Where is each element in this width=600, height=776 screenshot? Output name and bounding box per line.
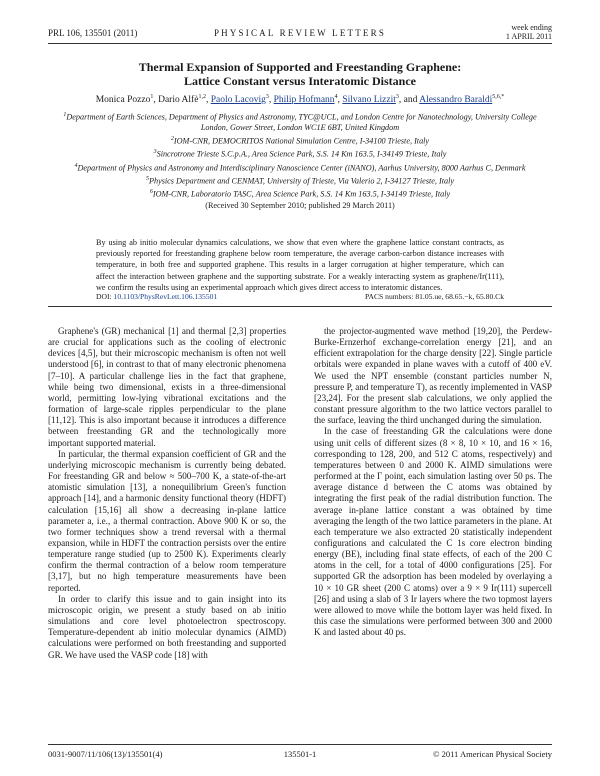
paper-title: Thermal Expansion of Supported and Freestanding Graphene: Lattice Constant versus Interatomic Distance — [138, 60, 462, 88]
affiliation: $^5$Physics Department and CENMAT, University of Trieste, Via Valerio 2, I-34127 Trieste, Italy — [145, 175, 455, 186]
author: Dario Alfè$^{1,2}$ — [158, 94, 206, 106]
paragraph: In the case of freestanding GR the calculations were done using unit cells of different sizes (8 × 8, 10 × 10, and 16 × 16, corresponding to 128, 200, and 512 C atoms, respectively) and temperatures between 0 and 2000 K. AIMD simulations were performed at the Γ point, each simulation lasting over 50 ps. The average distance d between the C atoms was obtained by integrating the first peak of the radial distribution function. The average in-plane lattice constant a was obtained by time averaging the length of the two lattice parameters in the plane. At each temperature we also extracted 20 statistically independent configurations and calculated the C 1s core electron binding energy (BE), including final state effects, of each of the 200 C atoms in the cell, for a total of 4000 configurations [25]. For supported GR the adsorption has been modeled by overlaying a 10 × 10 GR sheet (200 C atoms) over a 9 × 9 Ir(111) supercell [26] and using a slab of 3 Ir layers where the two topmost layers were allowed to move while the bottom layer was held fixed. In this case the simulations were performed between 300 and 2000 K and lasted about 40 ps. — [314, 426, 552, 638]
author[interactable]: Silvano Lizzit$^3$ — [342, 94, 399, 106]
author-list: Monica Pozzo$^1$, Dario Alfè$^{1,2}$, Paolo Lacovig$^3$, Philip Hofmann$^4$, Silvano Lizzit$^3$, and Alessandro Baraldi$^{5,6,*}$ — [95, 94, 505, 106]
abstract-rule — [48, 306, 552, 307]
affiliation: $^3$Sincrotrone Trieste S.C.p.A., Area Science Park, S.S. 14 Km 163.5, I-34149 Trieste, Italy — [153, 149, 447, 159]
running-header — [48, 23, 552, 41]
author: Monica Pozzo$^1$ — [95, 94, 154, 106]
paragraph: In order to clarify this issue and to gain insight into its microscopic origin, we present a study based on ab initio simulations and core level photoelectron spectroscopy. Temperature-dependent ab initio molecular dynamics (AIMD) calculations were performed on both freestanding and supported GR. We have used the VASP code [18] with — [48, 593, 286, 660]
affiliation: $^1$Department of Earth Sciences, Department of Physics and Astronomy, TYC@UCL, and London Centre for Nanotechnology, University College London, Gower Street, London WC1E 6BT, United Kingdom — [63, 112, 537, 133]
left-column — [48, 326, 286, 661]
doi-link[interactable]: 10.1103/PhysRevLett.106.135501 — [113, 292, 218, 301]
author[interactable]: Alessandro Baraldi$^{5,6,*}$ — [419, 94, 505, 106]
footer-rule — [48, 744, 552, 745]
abstract: By using ab initio molecular dynamics calculations, we show that even where the graphene lattice constant contracts, as previously reported for freestanding graphene below room temperature, the average carbon-carbon distance increases with temperature, in both free and supported graphene. This results in a larger corrugation at higher temperature, which can affect the interaction between graphene and the supporting substrate. For a weakly interacting system as graphene/Ir(111), we confirm the results using an experimental approach which gives direct access to interatomic distances. — [96, 238, 504, 292]
pacs-numbers: PACS numbers: 81.05.ue, 68.65.−k, 65.80.Ck — [364, 292, 504, 301]
affiliation: $^4$Department of Physics and Astronomy and Interdisciplinary Nanoscience Center (iNANO), Aarhus University, 8000 Aarhus C, Denmark — [74, 162, 526, 173]
page-number: 135501-1 — [283, 749, 317, 759]
journal-name: PHYSICAL REVIEW LETTERS — [213, 28, 387, 38]
affiliation: $^6$IOM-CNR, Laboratorio TASC, Area Science Park, S.S. 14 Km 163.5, I-34149 Trieste, Italy — [149, 189, 451, 199]
author[interactable]: Paolo Lacovig$^3$ — [210, 94, 269, 106]
journal-code: 0031-9007/11/106(13)/135501(4) — [48, 749, 163, 759]
paragraph: In particular, the thermal expansion coefficient of GR and the underlying microscopic mechanism is currently being debated. For freestanding GR and below ≈ 500–700 K, a state-of-the-art atomistic simulation [13], a nonequilibrium Green's function approach [14], and a harmonic density functional theory (HDFT) calculation [15,16] all show a decreasing in-plane lattice parameter a, i.e., a thermal contraction. Above 900 K or so, the two former techniques show a trend reversal with a thermal expansion, while in HDFT the contraction persists over the entire temperature range studied (up to 2500 K). Experiments clearly confirm the thermal contraction of a below room temperature [3,17], but no high temperature measurements have been reported. — [48, 448, 286, 593]
received-date: (Received 30 September 2010; published 29 March 2011) — [205, 200, 395, 210]
author[interactable]: Philip Hofmann$^4$ — [273, 94, 338, 106]
issue-date: week ending 1 APRIL 2011 — [505, 23, 552, 41]
affiliation: $^2$IOM-CNR, DEMOCRITOS National Simulation Centre, I-34100 Trieste, Italy — [170, 135, 430, 146]
copyright: © 2011 American Physical Society — [433, 749, 552, 759]
journal-reference: PRL 106, 135501 (2011) — [48, 28, 138, 38]
paragraph: Graphene's (GR) mechanical [1] and thermal [2,3] properties are crucial for applications such as the cooling of electronic devices [4,5], but their microscopic mechanism is often not well understood [6], in contrast to that of many electronic phenomena [7–10]. A particular challenge lies in the fact that graphene, while being two dimensional, exists in a three-dimensional world, permitting low-lying vibrational excitations and the formation of large-scale ripples perpendicular to the plane [11,12]. This is also important because it introduces a difference between freestanding GR and the technologically more important supported material. — [48, 326, 286, 448]
affiliations — [60, 110, 540, 211]
doi: DOI: 10.1103/PhysRevLett.106.135501 — [96, 292, 218, 301]
right-column — [314, 326, 552, 638]
paragraph: the projector-augmented wave method [19,20], the Perdew-Burke-Ernzerhof exchange-correlation energy [21], and an efficient extrapolation for the charge density [22]. Single particle orbitals were expanded in plane waves with a cutoff of 400 eV. We used the NPT ensemble (constant particles number N, pressure P, and temperature T), as recently implemented in VASP [23,24]. For the present slab calculations, we only applied the constant pressure algorithm to the two lattice vectors parallel to the surface, leaving the third unchanged during the simulation. — [314, 326, 552, 426]
header-rule — [48, 43, 552, 44]
